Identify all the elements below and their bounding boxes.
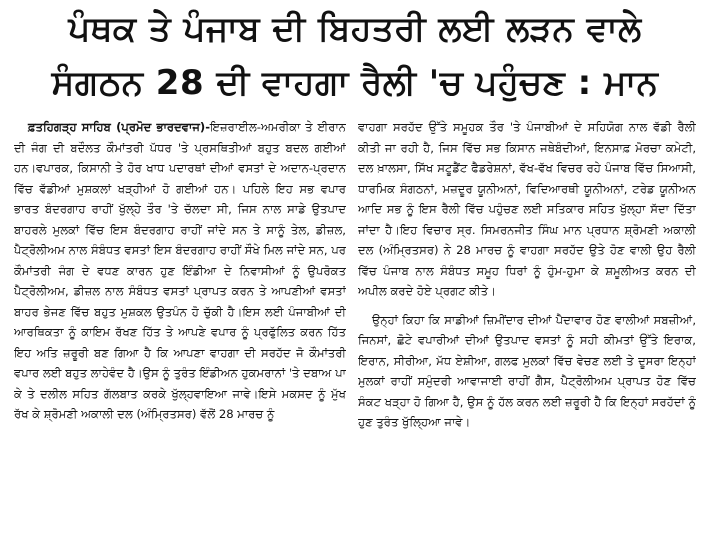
article-paragraph: ਵਾਹਗਾ ਸਰਹੱਦ ਉੱਤੇ ਸਮੂਹਕ ਤੌਰ 'ਤੇ ਪੰਜਾਬੀਆਂ ਦੇ ਸਹਿਯੋਗ ਨਾਲ ਵੱਡੀ ਰੈਲੀ ਕੀਤੀ ਜਾ ਰਹੀ ਹੈ, ਜਿਸ ਵਿੱਚ ਸਭ ਕਿਸਾਨ ਜਥੇਬੰਦੀਆਂ, ਇਨਸਾਫ਼ ਮੋਰਚਾ ਕਮੇਟੀ, ਦਲ ਖ਼ਾਲਸਾ, ਸਿੱਖ ਸਟੂਡੈਂਟ ਫੈਡਰੇਸ਼ਨਾਂ, ਵੱਖ-ਵੱਖ ਵਿਚਰ ਰਹੇ ਪੰਜਾਬ ਵਿੱਚ ਸਿਆਸੀ, ਧਾਰਮਿਕ ਸੰਗਠਨਾਂ, ਮਜ਼ਦੂਰ ਯੂਨੀਅਨਾਂ, ਵਿਦਿਆਰਥੀ ਯੂਨੀਅਨਾਂ, ਟਰੇਡ ਯੂਨੀਅਨ ਆਦਿ ਸਭ ਨੂੰ ਇਸ ਰੈਲੀ ਵਿੱਚ ਪਹੁੰਚਣ ਲਈ ਸਤਿਕਾਰ ਸਹਿਤ ਖੁੱਲ੍ਹਾ ਸੱਦਾ ਦਿੱਤਾ ਜਾਂਦਾ ਹੈ।ਇਹ ਵਿਚਾਰ ਸ੍ਰ. ਸਿਮਰਨਜੀਤ ਸਿੰਘ ਮਾਨ ਪ੍ਰਧਾਨ ਸ਼੍ਰੋਮਣੀ ਅਕਾਲੀ ਦਲ (ਅੰਮ੍ਰਿਤਸਰ) ਨੇ 28 ਮਾਰਚ ਨੂੰ ਵਾਹਗਾ ਸਰਹੱਦ ਉਤੇ ਹੋਣ ਵਾਲੀ ਉਹ ਰੈਲੀ ਵਿੱਚ ਪੰਜਾਬ ਨਾਲ ਸੰਬੰਧਤ ਸਮੂਹ ਧਿਰਾਂ ਨੂੰ ਹੁੰਮ-ਹੁਮਾ ਕੇ ਸ਼ਮੂਲੀਅਤ ਕਰਨ ਦੀ ਅਪੀਲ ਕਰਦੇ ਹੋਏ ਪ੍ਰਗਟ ਕੀਤੇ।	[358, 120, 696, 298]
article-paragraph: ਉਨ੍ਹਾਂ ਕਿਹਾ ਕਿ ਸਾਡੀਆਂ ਜ਼ਿਮੀਂਦਾਰ ਦੀਆਂ ਪੈਦਾਵਾਰ ਹੋਣ ਵਾਲੀਆਂ ਸਬਜ਼ੀਆਂ, ਜਿਨਸਾਂ, ਛੋਟੇ ਵਪਾਰੀਆਂ ਦੀਆਂ ਉਤਪਾਦ ਵਸਤਾਂ ਨੂੰ ਸਹੀ ਕੀਮਤਾਂ ਉੱਤੇ ਇਰਾਕ, ਇਰਾਨ, ਸੀਰੀਆ, ਮੱਧ ਏਸ਼ੀਆ, ਗਲਫ ਮੁਲਕਾਂ ਵਿੱਚ ਵੇਚਣ ਲਈ ਤੇ ਦੂਸਰਾ ਇਨ੍ਹਾਂ ਮੁਲਕਾਂ ਰਾਹੀਂ ਸਮੁੰਦਰੀ ਆਵਾਜਾਈ ਰਾਹੀਂ ਗੈਸ, ਪੈਟ੍ਰੋਲੀਅਮ ਪ੍ਰਾਪਤ ਹੋਣ ਵਿੱਚ ਸੰਕਟ ਖੜ੍ਹਾ ਹੋ ਗਿਆ ਹੈ, ਉਸ ਨੂੰ ਹੱਲ ਕਰਨ ਲਈ ਜ਼ਰੂਰੀ ਹੈ ਕਿ ਇਨ੍ਹਾਂ ਸਰਹੱਦਾਂ ਨੂੰ ਹੁਣ ਤੁਰੰਤ ਖੁੱਲ੍ਹਿਆ ਜਾਵੇ।	[358, 312, 696, 429]
article-column-right	[358, 117, 696, 533]
headline-line-2: ਸੰਗਠਨ 28 ਦੀ ਵਾਹਗਾ ਰੈਲੀ 'ਚ ਪਹੁੰਚਣ : ਮਾਨ	[51, 63, 659, 103]
byline: ਫ਼ਤਹਿਗੜ੍ਹ ਸਾਹਿਬ (ਪ੍ਰਮੋਦ ਭਾਰਦਵਾਜ)-	[28, 120, 211, 134]
headline-line-1: ਪੰਥਕ ਤੇ ਪੰਜਾਬ ਦੀ ਬਿਹਤਰੀ ਲਈ ਲੜਨ ਵਾਲੇ	[68, 9, 642, 49]
article-paragraph	[14, 117, 346, 425]
left-column-body: ਇਜ਼ਰਾਈਲ-ਅਮਰੀਕਾ ਤੇ ਈਰਾਨ ਦੀ ਜੰਗ ਦੀ ਬਦੌਲਤ ਕੌਮਾਂਤਰੀ ਪੱਧਰ 'ਤੇ ਪ੍ਰਸਥਿਤੀਆਂ ਬਹੁਤ ਬਦਲ ਗਈਆਂ ਹਨ।ਵਪਾਰਕ, ਕਿਸਾਨੀ ਤੇ ਹੋਰ ਖਾਧ ਪਦਾਰਥਾਂ ਦੀਆਂ ਵਸਤਾਂ ਦੇ ਅਦਾਨ-ਪ੍ਰਦਾਨ ਵਿੱਚ ਵੱਡੀਆਂ ਮੁਸ਼ਕਲਾਂ ਖੜ੍ਹੀਆਂ ਹੋ ਗਈਆਂ ਹਨ। ਪਹਿਲੇ ਇਹ ਸਭ ਵਪਾਰ ਭਾਰਤ ਬੰਦਰਗਾਹ ਰਾਹੀਂ ਖੁੱਲ੍ਹੇ ਤੌਰ 'ਤੇ ਚੱਲਦਾ ਸੀ, ਜਿਸ ਨਾਲ ਸਾਡੇ ਉਤਪਾਦ ਬਾਹਰਲੇ ਮੁਲਕਾਂ ਵਿੱਚ ਇਸ ਬੰਦਰਗਾਹ ਰਾਹੀਂ ਜਾਂਦੇ ਸਨ ਤੇ ਸਾਨੂੰ ਤੇਲ, ਡੀਜ਼ਲ, ਪੈਟ੍ਰੋਲੀਅਮ ਨਾਲ ਸੰਬੰਧਤ ਵਸਤਾਂ ਇਸ ਬੰਦਰਗਾਹ ਰਾਹੀਂ ਸੌਖੇ ਮਿਲ ਜਾਂਦੇ ਸਨ, ਪਰ ਕੌਮਾਂਤਰੀ ਜੰਗ ਦੇ ਵਧਣ ਕਾਰਨ ਹੁਣ ਇੰਡੀਆ ਦੇ ਨਿਵਾਸੀਆਂ ਨੂੰ ਉਪਰੋਕਤ ਪੈਟ੍ਰੋਲੀਅਮ, ਡੀਜ਼ਲ ਨਾਲ ਸੰਬੰਧਤ ਵਸਤਾਂ ਪ੍ਰਾਪਤ ਕਰਨ ਤੇ ਆਪਣੀਆਂ ਵਸਤਾਂ ਬਾਹਰ ਭੇਜਣ ਵਿੱਚ ਬਹੁਤ ਮੁਸ਼ਕਲ ਉਤਪੰਨ ਹੋ ਚੁੱਕੀ ਹੈ।ਇਸ ਲਈ ਪੰਜਾਬੀਆਂ ਦੀ ਆਰਥਿਕਤਾ ਨੂੰ ਕਾਇਮ ਰੱਖਣ ਹਿੱਤ ਤੇ ਆਪਣੇ ਵਪਾਰ ਨੂੰ ਪ੍ਰਫੁੱਲਿਤ ਕਰਨ ਹਿੱਤ ਇਹ ਅਤਿ ਜ਼ਰੂਰੀ ਬਣ ਗਿਆ ਹੈ ਕਿ ਆਪਣਾ ਵਾਹਗਾ ਦੀ ਸਰਹੱਦ ਜੋ ਕੌਮਾਂਤਰੀ ਵਪਾਰ ਲਈ ਬਹੁਤ ਲਾਹੇਵੰਦ ਹੈ।ਉਸ ਨੂੰ ਤੁਰੰਤ ਇੰਡੀਅਨ ਹੁਕਮਰਾਨਾਂ 'ਤੇ ਦਬਾਅ ਪਾ ਕੇ ਤੇ ਦਲੀਲ ਸਹਿਤ ਗੱਲਬਾਤ ਕਰਕੇ ਖੁੱਲ੍ਹਵਾਇਆ ਜਾਵੇ।ਇਸੇ ਮਕਸਦ ਨੂੰ ਮੁੱਖ ਰੱਖ ਕੇ ਸ਼੍ਰੋਮਣੀ ਅਕਾਲੀ ਦਲ (ਅੰਮ੍ਰਿਤਸਰ) ਵੱਲੋਂ 28 ਮਾਰਚ ਨੂੰ	[14, 120, 346, 421]
article-column-left	[14, 117, 346, 533]
